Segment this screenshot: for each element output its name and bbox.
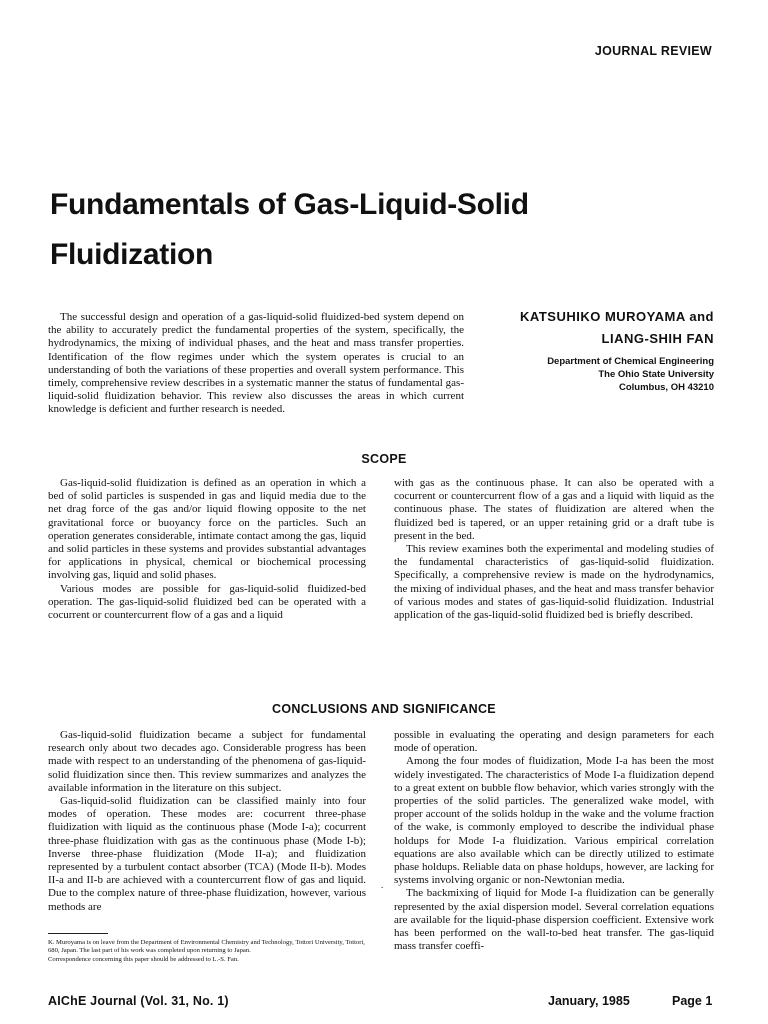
footnote-line: K. Muroyama is on leave from the Department of Environmental Chemistry and Technology, Tottori University, Tottori, 680, Japan. The last part of his work was completed upon returning to Japan.: [48, 939, 365, 955]
stray-mark: .: [381, 880, 384, 890]
affiliation: [454, 355, 714, 394]
conclusions-left-column: [48, 729, 366, 914]
article-title-line1: Fundamentals of Gas-Liquid-Solid: [50, 188, 529, 221]
scope-heading: SCOPE: [361, 452, 407, 466]
article-title-line2: Fluidization: [50, 238, 214, 271]
conclusions-heading: CONCLUSIONS AND SIGNIFICANCE: [272, 702, 496, 716]
scope-left-paragraph: Various modes are possible for gas-liquid-solid fluidized-bed operation. The gas-liquid-solid fluidized bed can be operated with a cocurrent or countercurrent flow of a gas and a liquid: [48, 582, 366, 622]
conclusions-right-column: [394, 729, 714, 953]
abstract: The successful design and operation of a gas-liquid-solid fluidized-bed system depend on the ability to accurately predict the fundamental properties of the system, specifically, the hydrodynamics, the mixing of individual phases, and the heat and mass transfer properties. Identification of the flow regimes under which the system operates is crucial to an understanding of both the variations of these properties and overall system performance. This timely, comprehensive review describes in a systematic manner the status of fundamental gas-liquid-solid fluidization behavior. This review also discusses the areas in which current knowledge is deficient and further research is needed.: [48, 311, 464, 416]
conclusions-right-paragraph: Among the four modes of fluidization, Mode I-a has been the most widely investigated. The characteristics of Mode I-a fluidization depend to a great extent on bubble flow behavior, which varies strongly with the properties of the solid particles. The generalized wake model, with proper account of the solids holdup in the wake and the volume fraction of the wake, is commonly employed to describe the individual phase holdups for Mode I-a fluidization. Various empirical correlation equations are also available which can be directly utilized to estimate phase holdups. Reliable data on phase holdups, however, are lacking for systems involving organic or non-Newtonian media.: [394, 755, 714, 887]
conclusions-left-paragraph: Gas-liquid-solid fluidization became a subject for fundamental research only about two decades ago. Considerable progress has been made with respect to an understanding of the phenomena of gas-liquid-solid fluidization since then. This review summarizes and analyzes the available information in the literature on this subject.: [48, 729, 366, 794]
footer-journal: AIChE Journal (Vol. 31, No. 1): [48, 994, 229, 1008]
scope-left-column: [48, 477, 366, 622]
footer-page-number: Page 1: [672, 994, 713, 1008]
scope-right-paragraph: with gas as the continuous phase. It can also be operated with a cocurrent or countercurrent flow of a gas and a liquid with liquid as the continuous phase. The states of fluidization are altered when the fluidized bed is tapered, or an upper retaining grid or a draft tube is present in the bed.: [394, 477, 714, 542]
section-label: JOURNAL REVIEW: [594, 44, 712, 58]
footnote-divider: [48, 933, 108, 934]
affiliation-university: The Ohio State University: [598, 369, 714, 380]
conclusions-right-paragraph: The backmixing of liquid for Mode I-a fluidization can be generally represented by the axial dispersion model. Several correlation equations are available for the liquid-phase dispersion coefficient. Extensive work has been performed on the wall-to-bed heat transfer. The gas-liquid mass transfer coeffi-: [394, 887, 714, 953]
affiliation-department: Department of Chemical Engineering: [547, 356, 714, 367]
scope-right-paragraph: This review examines both the experimental and modeling studies of the fundamental characteristics of gas-liquid-solid fluidization. Specifically, a comprehensive review is made on the hydrodynamics, the mixing of individual phases, and the heat and mass transfer behavior of various modes and states of gas-liquid-solid fluidization. Industrial application of the gas-liquid-solid fluidized bed is briefly described.: [394, 543, 714, 622]
affiliation-city: Columbus, OH 43210: [618, 382, 714, 393]
conclusions-left-paragraph: Gas-liquid-solid fluidization can be classified mainly into four modes of operation. These modes are: cocurrent three-phase fluidization with liquid as the continuous phase (Mode I-a); cocurrent three-phase fluidization with gas as the continuous phase (Mode I-b); Inverse three-phase fluidization (Mode II-a); and fluidization represented by a turbulent contact absorber (TCA) (Mode II-b). Modes II-a and II-b are achieved with a countercurrent flow of gas and liquid. Due to the complex nature of three-phase fluidization, however, various methods are: [48, 795, 366, 913]
scope-right-column: [394, 477, 714, 622]
conclusions-right-paragraph: possible in evaluating the operating and design parameters for each mode of operation.: [394, 729, 714, 755]
footnote-line: Correspondence concerning this paper should be addressed to L.-S. Fan.: [48, 955, 239, 963]
scope-left-paragraph: Gas-liquid-solid fluidization is defined as an operation in which a bed of solid particles is suspended in gas and liquid media due to the net drag force of the gas and/or liquid flowing opposite to the net gravitational force or buoyancy force on the particles. Such an operation generates considerable, intimate contact among the gas, liquid and solid particles in these systems and provides substantial advantages for applications in physical, chemical or biochemical processing involving gas, liquid and solid phases.: [48, 477, 366, 582]
footnote: [48, 939, 370, 964]
author-line1: KATSUHIKO MUROYAMA and: [520, 309, 714, 324]
author-line2: LIANG-SHIH FAN: [601, 331, 714, 346]
footer-date: January, 1985: [548, 994, 630, 1008]
